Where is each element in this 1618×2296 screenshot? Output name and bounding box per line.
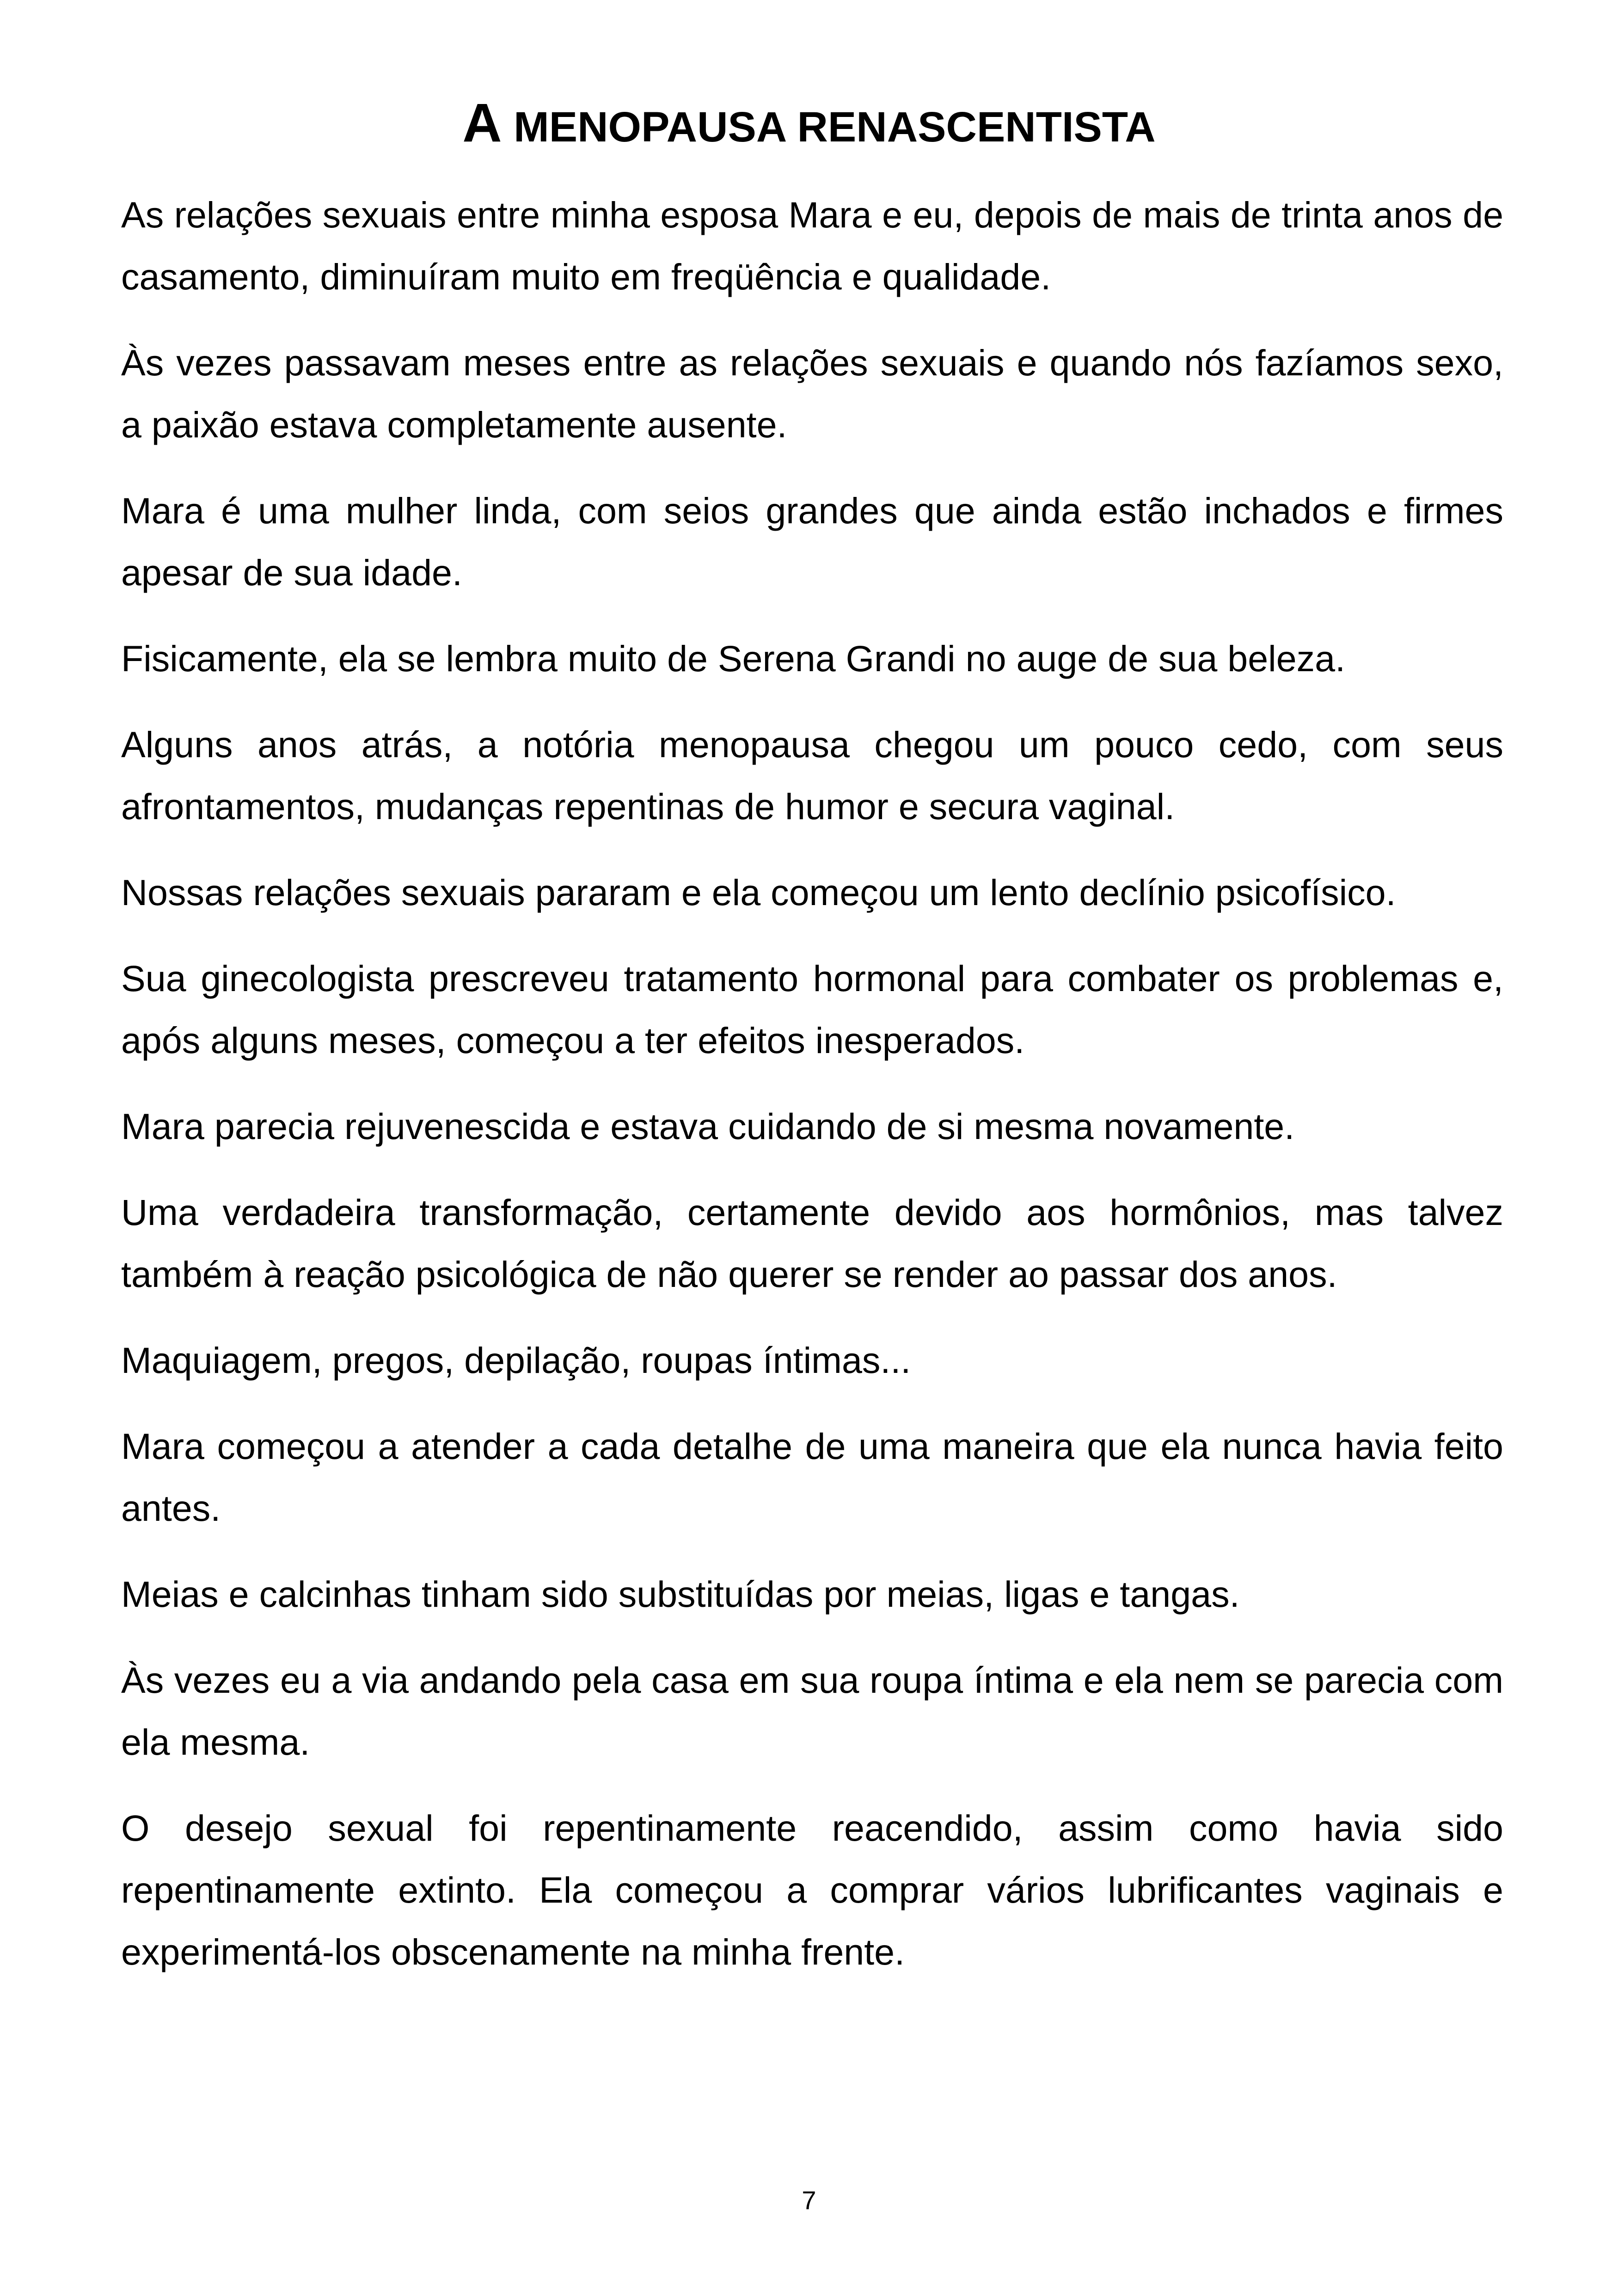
paragraph: As relações sexuais entre minha esposa Mara e eu, depois de mais de trinta anos de casamento, diminuíram muito em freqüência e qualidade. (121, 194, 1503, 297)
paragraph: Alguns anos atrás, a notória menopausa chegou um pouco cedo, com seus afrontamentos, mudanças repentinas de humor e secura vaginal. (121, 724, 1503, 827)
paragraph: Mara parecia rejuvenescida e estava cuidando de si mesma novamente. (121, 1106, 1295, 1147)
body-text (121, 184, 1503, 2007)
paragraph: Nossas relações sexuais pararam e ela começou um lento declínio psicofísico. (121, 872, 1396, 913)
paragraph: Maquiagem, pregos, depilação, roupas íntimas... (121, 1340, 911, 1381)
paragraph: Fisicamente, ela se lembra muito de Serena Grandi no auge de sua beleza. (121, 638, 1346, 679)
paragraph: Meias e calcinhas tinham sido substituídas por meias, ligas e tangas. (121, 1574, 1240, 1615)
paragraph: Mara é uma mulher linda, com seios grandes que ainda estão inchados e firmes apesar de sua idade. (121, 490, 1503, 593)
paragraph: Sua ginecologista prescreveu tratamento hormonal para combater os problemas e, após alguns meses, começou a ter efeitos inesperados. (121, 958, 1503, 1061)
paragraph: O desejo sexual foi repentinamente reacendido, assim como havia sido repentinamente extinto. Ela começou a comprar vários lubrificantes vaginais e experimentá-los obscenamente na minha frente. (121, 1807, 1503, 1972)
paragraph: Mara começou a atender a cada detalhe de uma maneira que ela nunca havia feito antes. (121, 1426, 1503, 1529)
title-rest: MENOPAUSA RENASCENTISTA (514, 104, 1156, 151)
title-initial: A (462, 92, 502, 153)
paragraph: Uma verdadeira transformação, certamente devido aos hormônios, mas talvez também à reação psicológica de não querer se render ao passar dos anos. (121, 1192, 1503, 1295)
page-number: 7 (802, 2186, 816, 2215)
page-title (0, 91, 1618, 159)
paragraph: Às vezes eu a via andando pela casa em sua roupa íntima e ela nem se parecia com ela mesma. (121, 1659, 1503, 1763)
paragraph: Às vezes passavam meses entre as relações sexuais e quando nós fazíamos sexo, a paixão estava completamente ausente. (121, 342, 1503, 445)
